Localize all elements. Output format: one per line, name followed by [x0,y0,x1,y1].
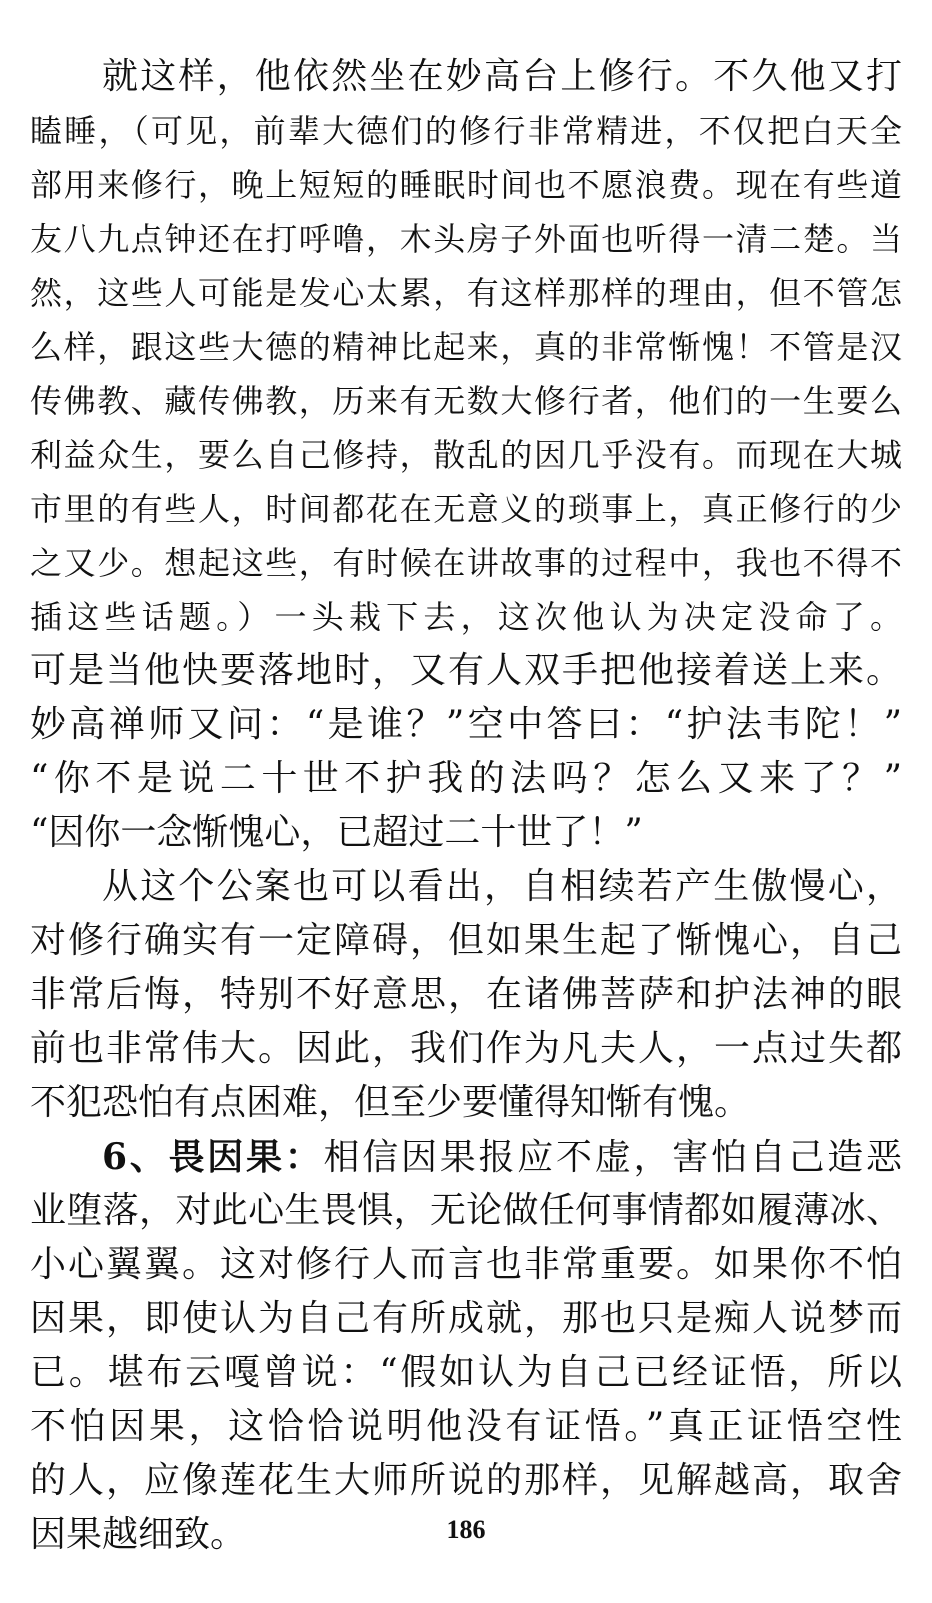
paragraph-story [30,50,902,860]
text-line: 业堕落，对此心生畏惧，无论做任何事情都如履薄冰、 [30,1190,902,1231]
text-line: 传佛教、藏传佛教，历来有无数大修行者，他们的一生要么 [30,382,902,420]
text-line: 之又少。想起这些，有时候在讲故事的过程中，我也不得不 [30,544,902,582]
text-line: “你不是说二十世不护我的法吗？怎么又来了？” [30,758,902,799]
text-line: 友八九点钟还在打呼噜，木头房子外面也听得一清二楚。当 [30,220,902,258]
text-line: 小心翼翼。这对修行人而言也非常重要。如果你不怕 [30,1244,902,1285]
section-heading: 6、畏因果： [102,1136,324,1178]
text-line: “因你一念惭愧心，已超过二十世了！” [30,812,643,853]
text-line: 因果，即使认为自己有所成就，那也只是痴人说梦而 [30,1298,902,1339]
paragraph-commentary [30,860,902,1130]
text-line: 然，这些人可能是发心太累，有这样那样的理由，但不管怎 [30,274,902,312]
text-line: 从这个公案也可以看出，自相续若产生傲慢心， [102,866,902,907]
text-line: 瞌睡，（可见，前辈大德们的修行非常精进，不仅把白天全 [30,112,902,150]
text-line: 就这样，他依然坐在妙高台上修行。不久他又打 [102,56,902,97]
text-line: 部用来修行，晚上短短的睡眠时间也不愿浪费。现在有些道 [30,166,902,204]
text-line: 的人，应像莲花生大师所说的那样，见解越高，取舍 [30,1460,902,1501]
text-line: 利益众生，要么自己修持，散乱的因几乎没有。而现在大城 [30,436,902,474]
text-line: 已。堪布云嘎曾说：“假如认为自己已经证悟，所以 [30,1352,902,1393]
text-line: 可是当他快要落地时，又有人双手把他接着送上来。 [30,650,902,691]
text-line: 市里的有些人，时间都花在无意义的琐事上，真正修行的少 [30,490,902,528]
text-line: 对修行确实有一定障碍，但如果生起了惭愧心，自己 [30,920,902,961]
page-number: 186 [446,1515,486,1544]
text-line: 么样，跟这些大德的精神比起来，真的非常惭愧！不管是汉 [30,328,902,366]
text-line [30,1130,902,1184]
text-line: 非常后悔，特别不好意思，在诸佛菩萨和护法神的眼 [30,974,902,1015]
paragraph-fear-of-karma [30,1130,902,1562]
text-line: 不犯恐怕有点困难，但至少要懂得知惭有愧。 [30,1082,751,1123]
text-fragment: 相信因果报应不虚，害怕自己造恶 [323,1137,902,1178]
body-text [30,50,902,1562]
text-line: 妙高禅师又问：“是谁？”空中答曰：“护法韦陀！” [30,704,902,745]
text-line: 前也非常伟大。因此，我们作为凡夫人，一点过失都 [30,1028,902,1069]
text-line: 插这些话题。）一头栽下去，这次他认为决定没命了。 [30,598,902,636]
text-line: 因果越细致。 [30,1514,247,1555]
text-line: 不怕因果，这恰恰说明他没有证悟。”真正证悟空性 [30,1406,902,1447]
